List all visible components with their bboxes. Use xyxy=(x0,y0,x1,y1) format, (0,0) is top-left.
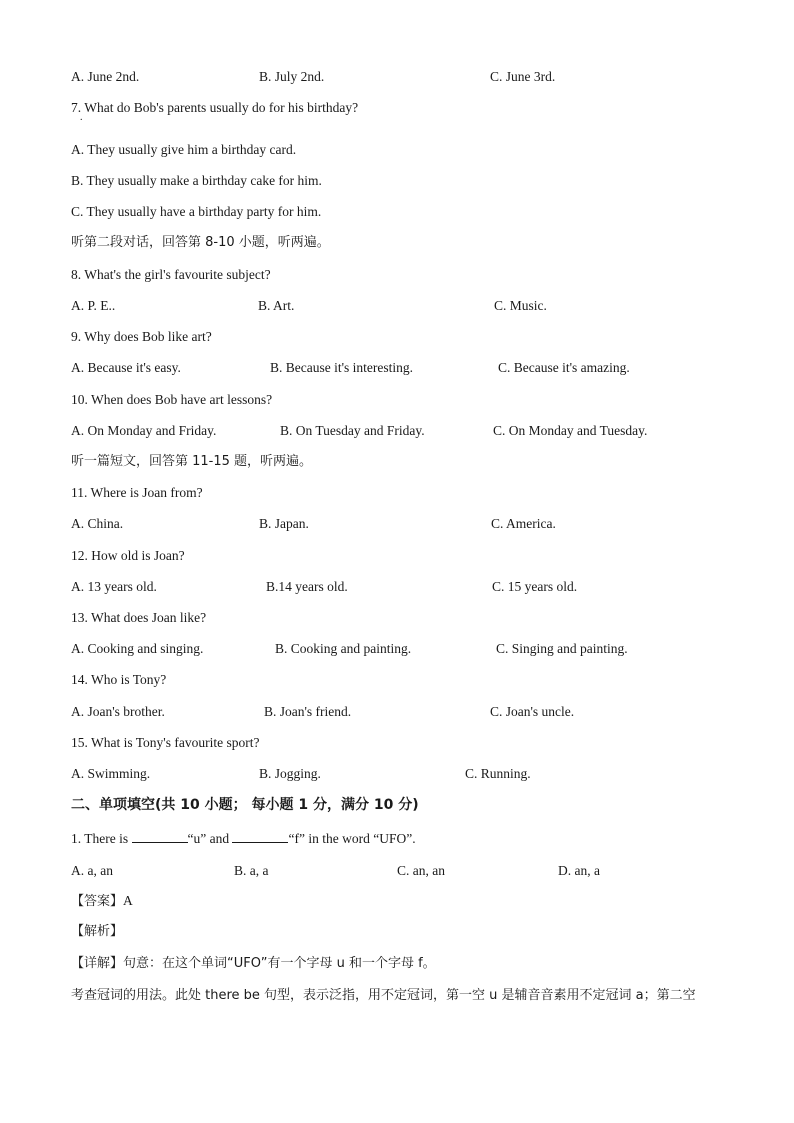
section3-instruction: 听一篇短文，回答第 11-15 题，听两遍。 xyxy=(71,454,313,469)
q7-question: 7. What do Bob's parents usually do for his birthday? xyxy=(71,100,359,115)
q9-option-c: C. Because it's amazing. xyxy=(498,360,630,375)
q10-option-c: C. On Monday and Tuesday. xyxy=(493,423,648,438)
q15-question: 15. What is Tony's favourite sport? xyxy=(71,735,260,750)
p2-q1-option-c: C. an, an xyxy=(397,863,445,878)
q10-option-b: B. On Tuesday and Friday. xyxy=(280,423,425,438)
q8-question: 8. What's the girl's favourite subject? xyxy=(71,267,271,282)
q13-question: 13. What does Joan like? xyxy=(71,610,207,625)
p2-q1-text-mid: “u” and xyxy=(187,831,233,846)
q11-question: 11. Where is Joan from? xyxy=(71,485,203,500)
q7-option-b: B. They usually make a birthday cake for him. xyxy=(71,173,322,188)
q9-option-b: B. Because it's interesting. xyxy=(270,360,414,375)
q8-option-b: B. Art. xyxy=(258,298,295,313)
p2-q1-text-start: 1. There is xyxy=(71,831,132,846)
answer-label: 【答案】 xyxy=(71,894,124,909)
answer-blank xyxy=(132,830,188,843)
q10-option-a: A. On Monday and Friday. xyxy=(71,423,217,438)
p2-q1-option-a: A. a, an xyxy=(71,863,113,878)
q9-question: 9. Why does Bob like art? xyxy=(71,329,212,344)
p2-q1-question xyxy=(71,830,416,848)
q11-option-c: C. America. xyxy=(491,516,556,531)
q14-option-b: B. Joan's friend. xyxy=(264,704,352,719)
q7-marker: . xyxy=(80,112,83,123)
q8-option-c: C. Music. xyxy=(494,298,547,313)
q6-option-b: B. July 2nd. xyxy=(259,69,325,84)
q15-option-a: A. Swimming. xyxy=(71,766,151,781)
p2-q1-option-b: B. a, a xyxy=(234,863,269,878)
q13-option-c: C. Singing and painting. xyxy=(496,641,628,656)
q14-option-c: C. Joan's uncle. xyxy=(490,704,575,719)
q6-option-a: A. June 2nd. xyxy=(71,69,140,84)
q7-option-c: C. They usually have a birthday party for him. xyxy=(71,204,322,219)
q7-option-a: A. They usually give him a birthday card. xyxy=(71,142,297,157)
q14-option-a: A. Joan's brother. xyxy=(71,704,165,719)
p2-q1-option-d: D. an, a xyxy=(558,863,600,878)
q8-option-a: A. P. E.. xyxy=(71,298,116,313)
p2-q1-text-end: “f” in the word “UFO”. xyxy=(288,831,416,846)
q15-option-c: C. Running. xyxy=(465,766,531,781)
answer-blank xyxy=(232,830,288,843)
q13-option-b: B. Cooking and painting. xyxy=(275,641,412,656)
q12-question: 12. How old is Joan? xyxy=(71,548,185,563)
answer-line xyxy=(71,892,133,911)
q11-option-a: A. China. xyxy=(71,516,124,531)
q6-option-c: C. June 3rd. xyxy=(490,69,556,84)
q9-option-a: A. Because it's easy. xyxy=(71,360,181,375)
section2-instruction: 听第二段对话，回答第 8-10 小题，听两遍。 xyxy=(71,235,330,250)
q14-question: 14. Who is Tony? xyxy=(71,672,167,687)
part2-heading: 二、单项填空(共 10 小题； 每小题 1 分，满分 10 分) xyxy=(71,797,419,813)
q10-question: 10. When does Bob have art lessons? xyxy=(71,392,273,407)
analysis-label: 【解析】 xyxy=(71,924,124,939)
q13-option-a: A. Cooking and singing. xyxy=(71,641,204,656)
q15-option-b: B. Jogging. xyxy=(259,766,321,781)
q11-option-b: B. Japan. xyxy=(259,516,309,531)
answer-value: A xyxy=(123,893,133,908)
explanation-line: 考查冠词的用法。此处 there be 句型，表示泛指，用不定冠词，第一空 u 是辅音音素用不定冠词 a；第二空 xyxy=(71,988,696,1003)
detail-line: 【详解】句意：在这个单词“UFO”有一个字母 u 和一个字母 f。 xyxy=(71,956,436,971)
q12-option-c: C. 15 years old. xyxy=(492,579,578,594)
q12-option-b: B.14 years old. xyxy=(266,579,348,594)
q12-option-a: A. 13 years old. xyxy=(71,579,157,594)
